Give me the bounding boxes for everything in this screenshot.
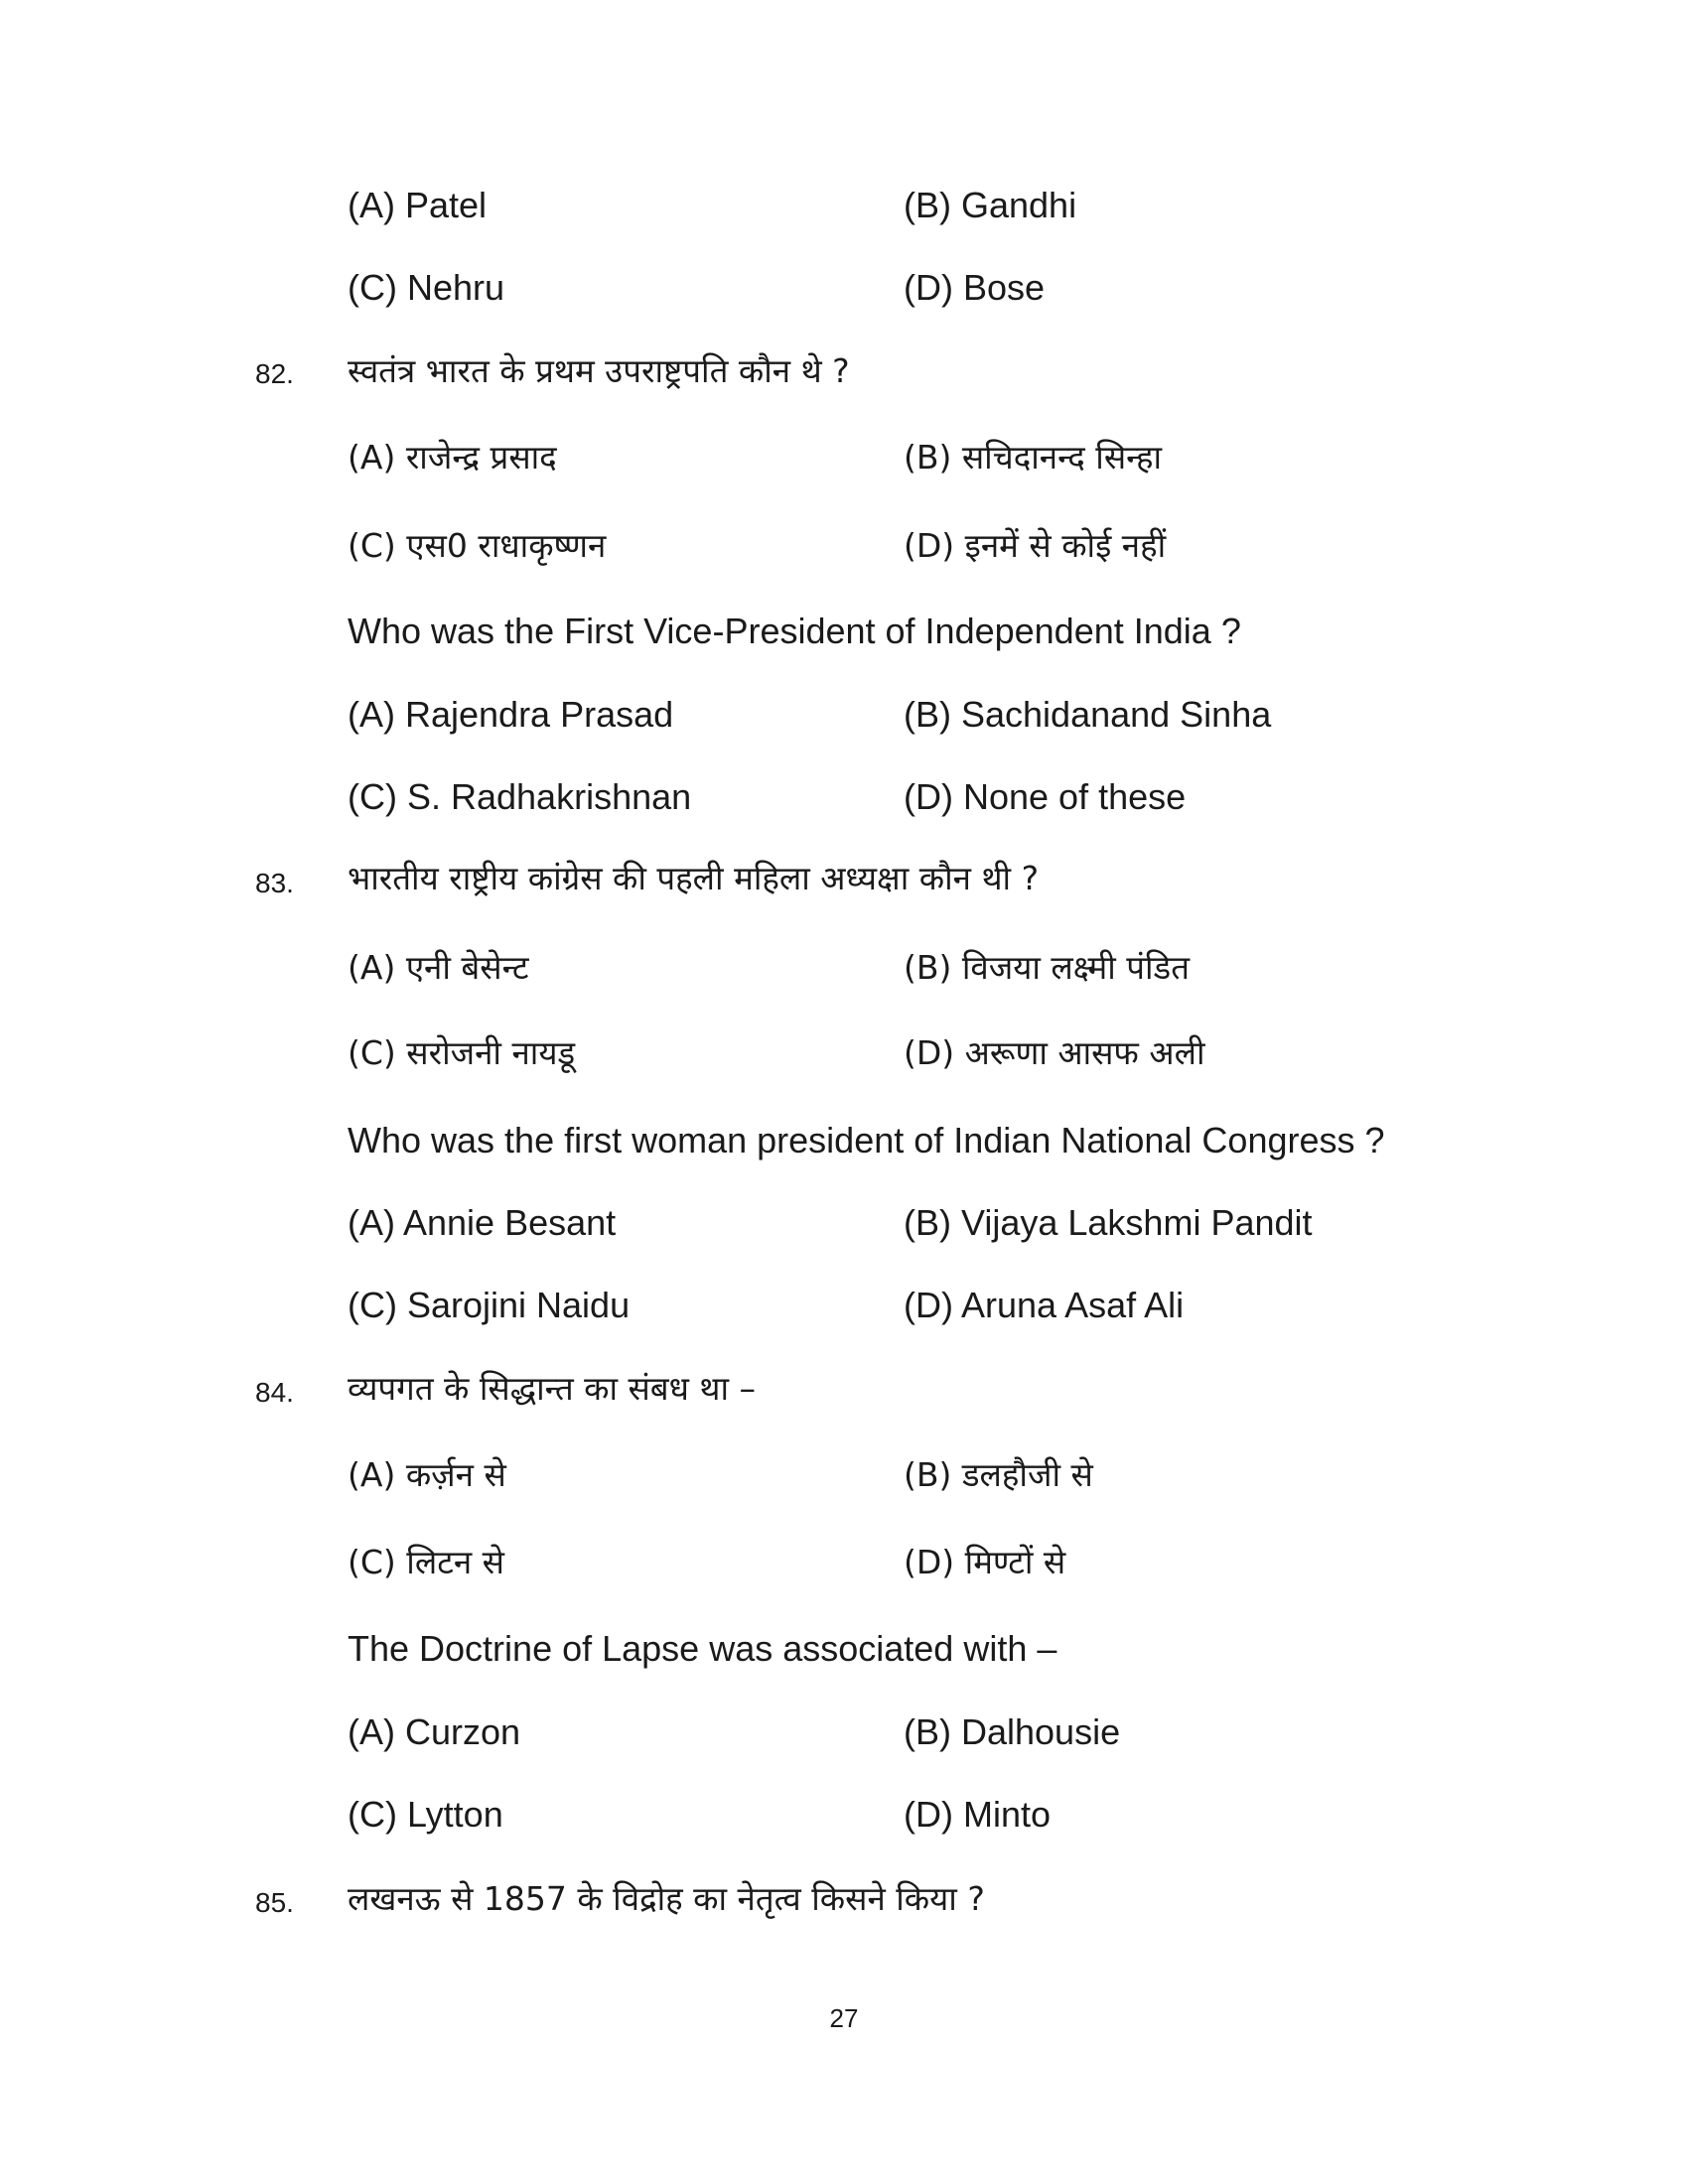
option-a-hindi: (A) राजेन्द्र प्रसाद (348, 438, 557, 477)
question-text-english: Who was the first woman president of Indian National Congress ? (348, 1120, 1385, 1160)
question-number: 84. (255, 1377, 294, 1408)
question-number: 85. (255, 1887, 294, 1918)
option-b: (B) Vijaya Lakshmi Pandit (904, 1202, 1313, 1243)
option-c: (C) Lytton (348, 1794, 503, 1835)
option-d: (D) Aruna Asaf Ali (904, 1285, 1185, 1325)
option-a-hindi: (A) कर्ज़न से (348, 1455, 506, 1494)
option-a-hindi: (A) एनी बेसेन्ट (348, 948, 529, 987)
option-b: (B) Dalhousie (904, 1711, 1121, 1752)
option-c: (C) Sarojini Naidu (348, 1285, 631, 1325)
question-number: 82. (255, 358, 294, 389)
option-b-hindi: (B) विजया लक्ष्मी पंडित (904, 948, 1191, 987)
option-b: (B) Sachidanand Sinha (904, 694, 1272, 735)
option-d: (D) Bose (904, 267, 1046, 308)
option-d: (D) None of these (904, 776, 1187, 817)
page-number: 27 (829, 2003, 859, 2033)
option-c-hindi: (C) लिटन से (348, 1543, 504, 1581)
option-b-hindi: (B) डलहौजी से (904, 1455, 1093, 1494)
option-a: (A) Rajendra Prasad (348, 694, 674, 735)
question-text-hindi: स्वतंत्र भारत के प्रथम उपराष्ट्रपति कौन थे ? (348, 351, 850, 390)
option-c: (C) Nehru (348, 267, 505, 308)
option-c: (C) S. Radhakrishnan (348, 776, 692, 817)
option-d-hindi: (D) अरूणा आसफ अली (904, 1033, 1205, 1072)
question-text-english: The Doctrine of Lapse was associated with – (348, 1628, 1057, 1669)
option-a: (A) Annie Besant (348, 1202, 617, 1243)
option-c-hindi: (C) एस0 राधाकृष्णन (348, 526, 607, 565)
option-d-hindi: (D) मिण्टों से (904, 1543, 1066, 1581)
option-b-hindi: (B) सचिदानन्द सिन्हा (904, 438, 1163, 477)
option-a: (A) Patel (348, 185, 488, 225)
option-a: (A) Curzon (348, 1711, 521, 1752)
option-d-hindi: (D) इनमें से कोई नहीं (904, 526, 1167, 565)
question-text-hindi: लखनऊ से 1857 के विद्रोह का नेतृत्व किसने किया ? (348, 1879, 985, 1918)
question-number: 83. (255, 868, 294, 898)
question-text-english: Who was the First Vice-President of Independent India ? (348, 611, 1241, 651)
option-d: (D) Minto (904, 1794, 1052, 1835)
question-text-hindi: व्यपगत के सिद्धान्त का संबध था – (348, 1369, 757, 1408)
question-text-hindi: भारतीय राष्ट्रीय कांग्रेस की पहली महिला अध्यक्षा कौन थी ? (348, 859, 1040, 897)
option-b: (B) Gandhi (904, 185, 1077, 225)
option-c-hindi: (C) सरोजनी नायडू (348, 1033, 576, 1072)
